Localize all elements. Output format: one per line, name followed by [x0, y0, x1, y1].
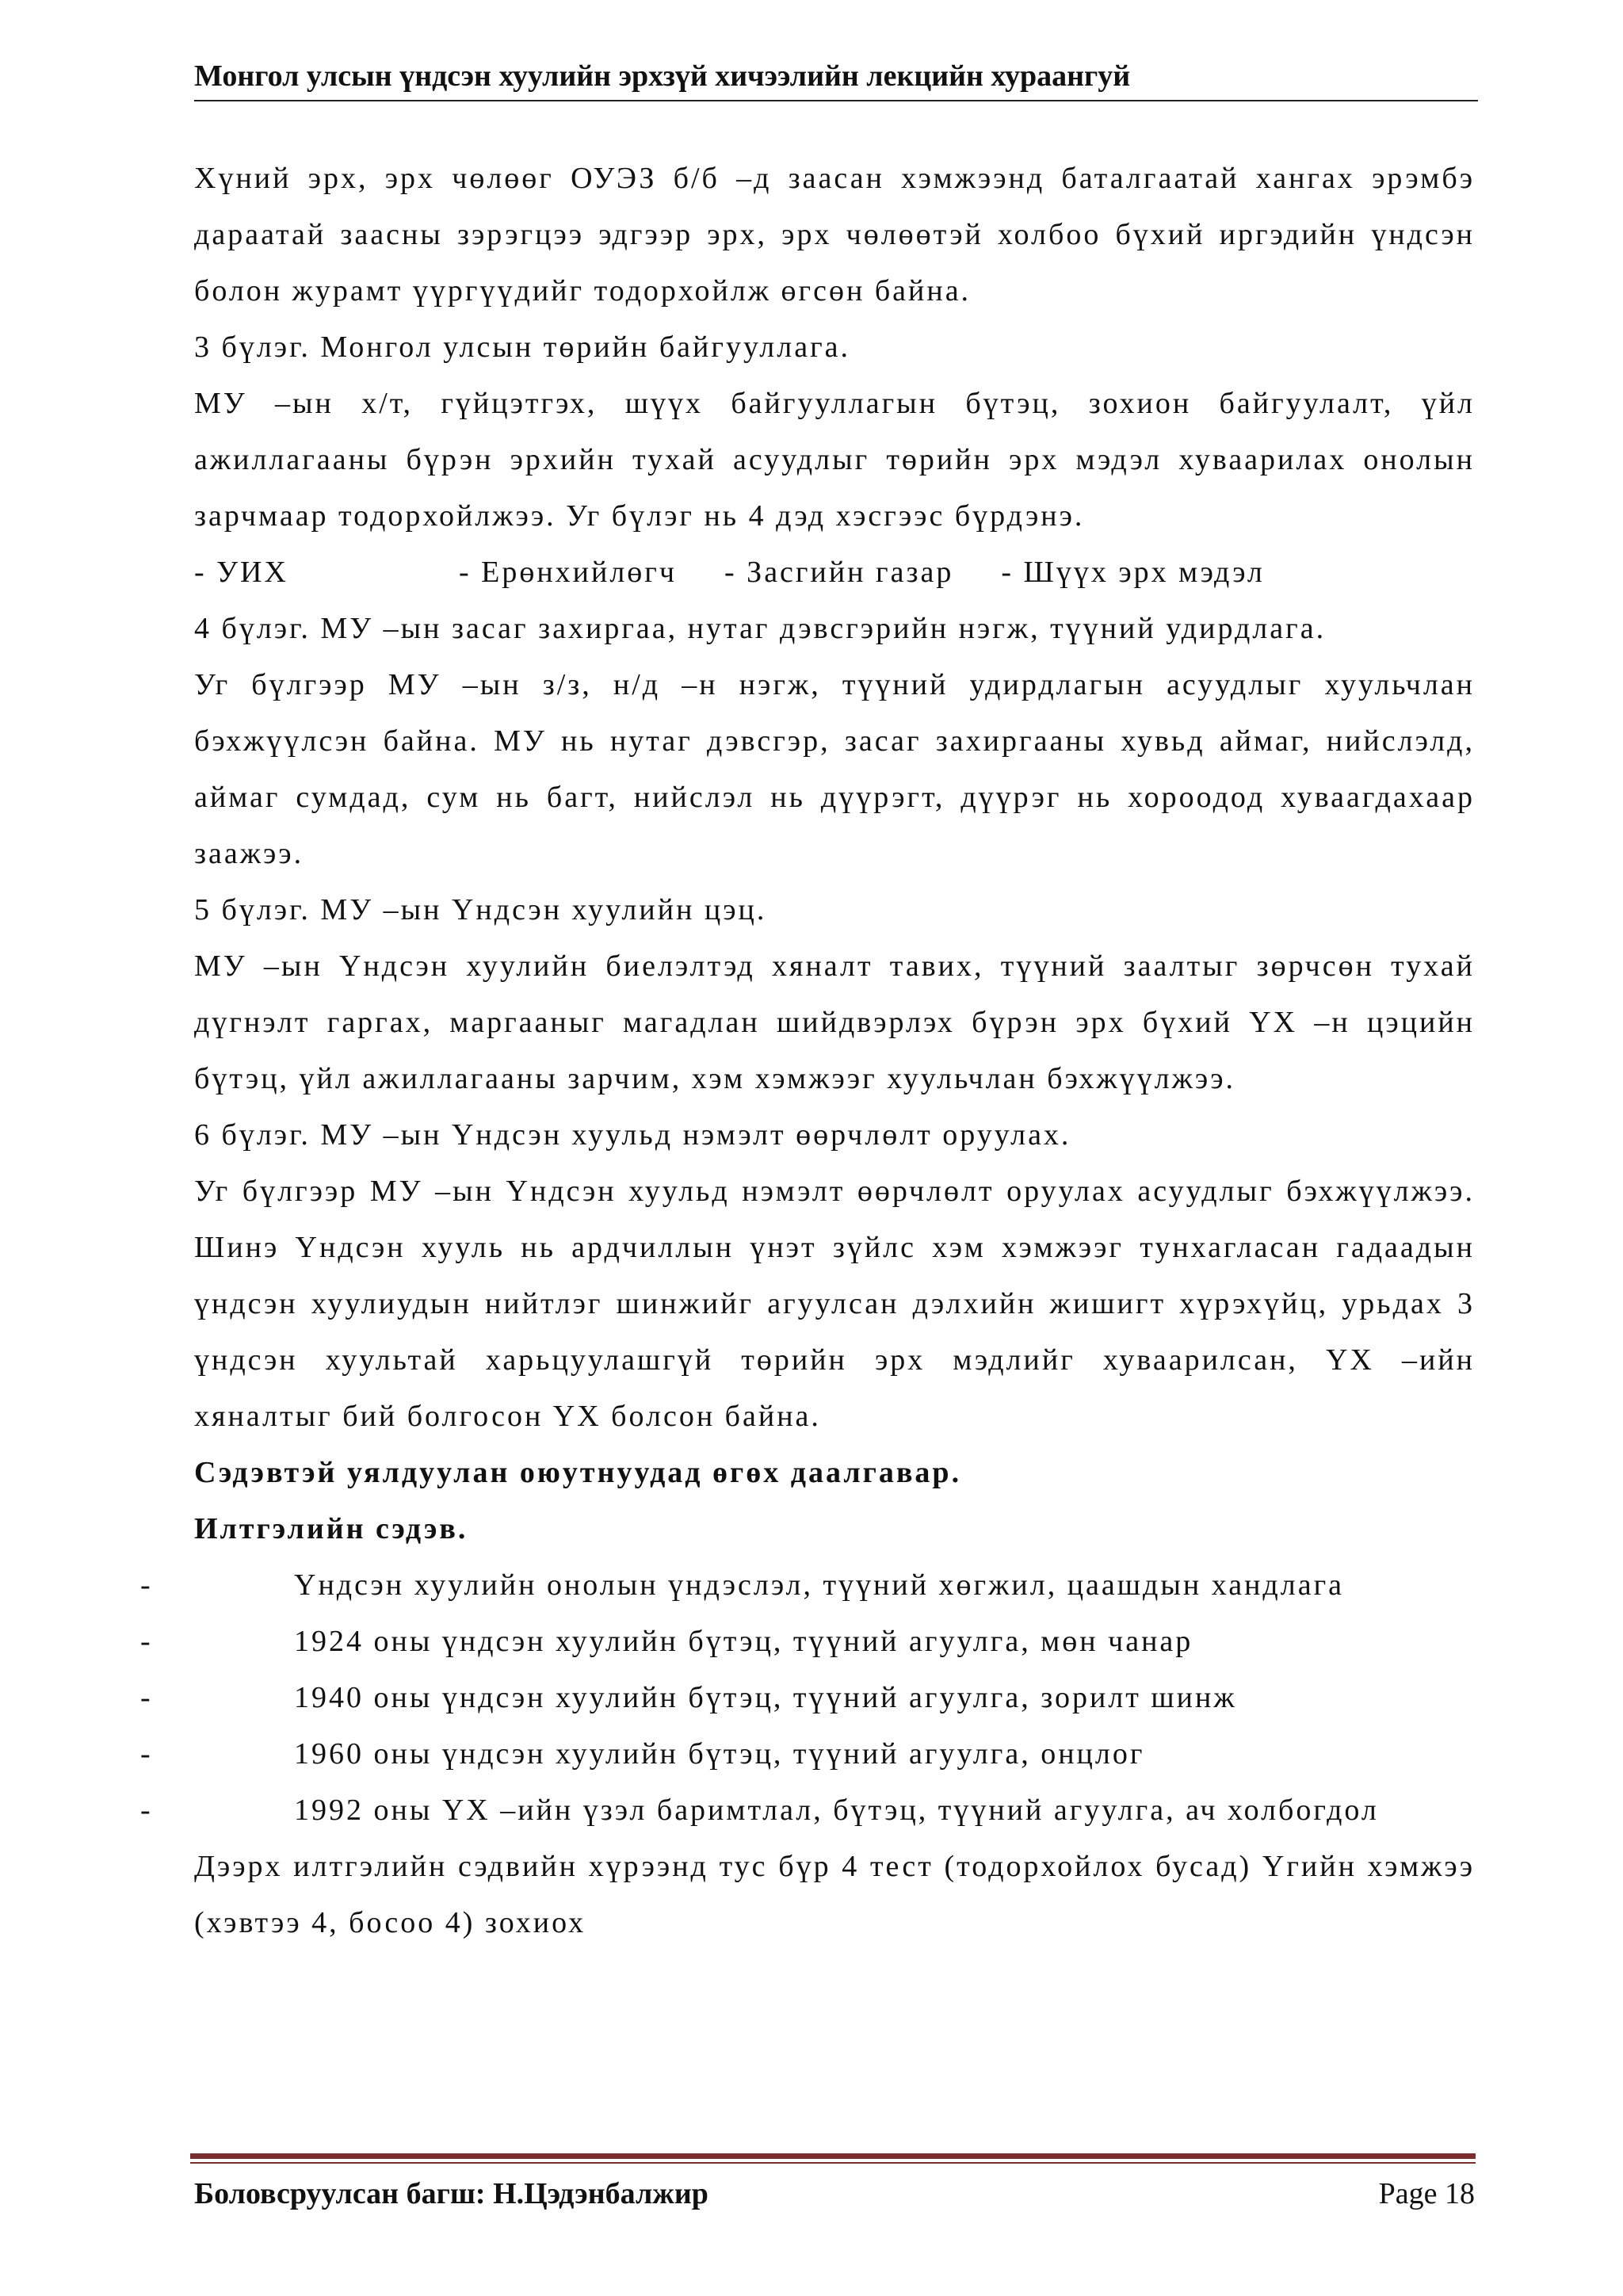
bullet-dash: -: [140, 1625, 151, 1658]
list-item: [140, 1614, 1475, 1670]
list-item-text: 1924 оны үндсэн хуулийн бүтэц, түүний агуулга, мөн чанар: [294, 1625, 1193, 1658]
topics-list: [140, 1557, 1475, 1839]
chapter-6-heading: 6 бүлэг. МУ –ын Үндсэн хуульд нэмэлт өөрчлөлт оруулах.: [194, 1118, 1071, 1152]
list-item: [140, 1670, 1475, 1726]
paragraph-amendments: Уг бүлгээр МУ –ын Үндсэн хуульд нэмэлт өөрчлөлт оруулах асуудлыг бэхжүүлжээ. Шинэ Үндсэн хууль нь ардчиллын үнэт зүйлс хэм хэмжээг тунхагласан гадаадын үндсэн хуулиудын нийтлэг шинжийг агуулсан дэлхийн жишигт хүрэхүйц, урьдах 3 үндсэн хуультай харьцуулашгүй төрийн эрх мэдлийг хуваарилсан, ҮХ –ийн хяналтыг бий болгосон ҮХ болсон байна.: [194, 1175, 1475, 1433]
list-item: [140, 1557, 1475, 1614]
branch-parliament: - УИХ: [194, 556, 288, 589]
chapter-4-heading: 4 бүлэг. МУ –ын засаг захиргаа, нутаг дэвсгэрийн нэгж, түүний удирдлага.: [194, 612, 1327, 645]
page-number: Page 18: [1378, 2177, 1475, 2210]
list-item-text: Үндсэн хуулийн онолын үндэслэл, түүний хөгжил, цаашдын хандлага: [294, 1568, 1345, 1602]
footer-author: Боловсруулсан багш: Н.Цэдэнбалжир: [194, 2177, 708, 2210]
closing-paragraph: Дээрх илтгэлийн сэдвийн хүрээнд тус бүр 4 тест (тодорхойлох бусад) Үгийн хэмжээ (хэвтээ 4, босоо 4) зохиох: [194, 1850, 1475, 1939]
list-item-text: 1940 оны үндсэн хуулийн бүтэц, түүний агуулга, зорилт шинж: [294, 1681, 1237, 1714]
state-branches-row: [194, 544, 1475, 601]
list-item-text: 1960 оны үндсэн хуулийн бүтэц, түүний агуулга, онцлог: [294, 1737, 1145, 1771]
paragraph-administrative-units: Уг бүлгээр МУ –ын з/з, н/д –н нэгж, түүний удирдлагын асуудлыг хуульчлан бэхжүүлсэн байна. МУ нь нутаг дэвсгэр, засаг захиргааны хувьд аймаг, нийслэлд, аймаг сумдад, сум нь багт, нийслэл нь дүүрэгт, дүүрэг нь хороодод хуваагдахаар заажээ.: [194, 668, 1475, 870]
bullet-dash: -: [140, 1737, 151, 1771]
bullet-dash: -: [140, 1568, 151, 1602]
list-item-text: 1992 оны ҮХ –ийн үзэл баримтлал, бүтэц, түүний агуулга, ач холбогдол: [294, 1794, 1379, 1827]
topics-heading: Илтгэлийн сэдэв.: [194, 1512, 468, 1545]
list-item: [140, 1782, 1475, 1839]
paragraph-state-organization: МУ –ын х/т, гүйцэтгэх, шүүх байгууллагын бүтэц, зохион байгуулалт, үйл ажиллагааны бүрэн эрхийн тухай асуудлыг төрийн эрх мэдэл хуваарилах онолын зарчмаар тодорхойлжээ. Уг бүлэг нь 4 дэд хэсгээс бүрдэнэ.: [194, 387, 1475, 533]
paragraph-constitutional-court: МУ –ын Үндсэн хуулийн биелэлтэд хяналт тавих, түүний заалтыг зөрчсөн тухай дүгнэлт гаргах, маргааныг магадлан шийдвэрлэх бүрэн эрх бүхий ҮХ –н цэцийн бүтэц, үйл ажиллагааны зарчим, хэм хэмжээг хуульчлан бэхжүүлжээ.: [194, 949, 1475, 1095]
branch-judiciary: - Шүүх эрх мэдэл: [1001, 556, 1265, 589]
bullet-dash: -: [140, 1681, 151, 1714]
chapter-5-heading: 5 бүлэг. МУ –ын Үндсэн хуулийн цэц.: [194, 893, 767, 926]
footer-divider-thin: [190, 2162, 1476, 2164]
document-body: [140, 151, 1475, 1951]
branch-president: - Ерөнхийлөгч: [458, 556, 677, 589]
list-item: [140, 1726, 1475, 1782]
page-header-title: Монгол улсын үндсэн хуулийн эрхзүй хичээлийн лекцийн хураангуй: [194, 57, 1478, 101]
chapter-3-heading: 3 бүлэг. Монгол улсын төрийн байгууллага.: [194, 330, 851, 364]
branch-government: - Засгийн газар: [724, 556, 954, 589]
page-footer: [194, 2172, 1475, 2216]
paragraph-rights: Хүний эрх, эрх чөлөөг ОУЭЗ б/б –д заасан хэмжээнд баталгаатай хангах эрэмбэ дараатай заасны зэрэгцээ эдгээр эрх, эрх чөлөөтэй холбоо бүхий иргэдийн үндсэн болон журамт үүргүүдийг тодорхойлж өгсөн байна.: [194, 162, 1475, 308]
bullet-dash: -: [140, 1794, 151, 1827]
assignment-heading: Сэдэвтэй уялдуулан оюутнуудад өгөх даалгавар.: [194, 1456, 962, 1489]
footer-divider: [190, 2153, 1476, 2159]
